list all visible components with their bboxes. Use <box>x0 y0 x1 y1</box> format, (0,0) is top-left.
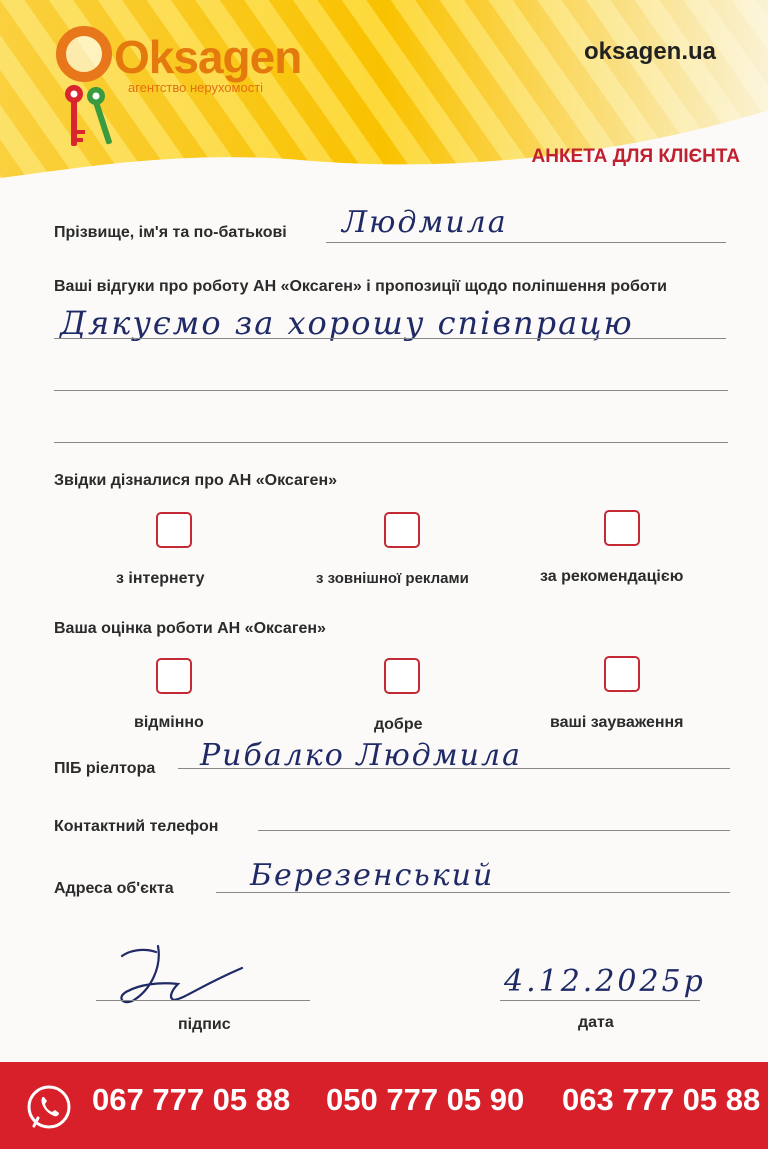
phone-line[interactable] <box>258 830 730 831</box>
handwritten-signature <box>100 938 260 1018</box>
date-line <box>500 1000 700 1001</box>
rating-option-remarks: ваші зауваження <box>550 714 684 731</box>
address-value[interactable]: Березенський <box>250 858 495 893</box>
rating-option-good: добре <box>374 716 423 733</box>
footer-phone-3[interactable]: 063 777 05 88 <box>562 1082 761 1117</box>
source-option-ads: з зовнішної реклами <box>316 570 469 587</box>
realtor-value[interactable]: Рибалко Людмила <box>200 738 522 773</box>
name-line <box>326 242 726 243</box>
source-option-internet: з інтернету <box>116 570 205 587</box>
rating-excellent-checkbox[interactable] <box>156 658 192 694</box>
date-label: дата <box>578 1014 614 1031</box>
footer-phone-1[interactable]: 067 777 05 88 <box>92 1082 291 1117</box>
feedback-line-3 <box>54 442 728 443</box>
source-label: Звідки дізналися про АН «Оксаген» <box>54 472 338 489</box>
footer-phone-2[interactable]: 050 777 05 90 <box>326 1082 525 1117</box>
source-option-recommendation: за рекомендацією <box>540 568 684 585</box>
rating-good-checkbox[interactable] <box>384 658 420 694</box>
feedback-value[interactable]: Дякуємо за хорошу співпрацю <box>60 304 634 342</box>
brand-name: Oksagen <box>114 31 302 83</box>
feedback-line-1 <box>54 338 726 339</box>
signature-label: підпис <box>178 1016 231 1033</box>
address-label: Адреса об'єкта <box>54 880 174 897</box>
form-title: АНКЕТА ДЛЯ КЛІЄНТА <box>531 146 740 167</box>
rating-option-excellent: відмінно <box>134 714 204 731</box>
rating-remarks-checkbox[interactable] <box>604 656 640 692</box>
name-label: Прізвище, ім'я та по-батькові <box>54 224 287 241</box>
feedback-label: Ваші відгуки про роботу АН «Оксаген» і пропозиції щодо поліпшення роботи <box>54 278 667 295</box>
feedback-line-2 <box>54 390 728 391</box>
source-recommendation-checkbox[interactable] <box>604 510 640 546</box>
name-value[interactable]: Людмила <box>342 205 508 240</box>
website-link[interactable]: oksagen.ua <box>583 38 716 65</box>
signature-line[interactable] <box>96 1000 310 1001</box>
brand-tagline: агентство нерухомості <box>128 80 264 95</box>
oksagen-logo <box>40 14 320 154</box>
phone-label: Контактний телефон <box>54 818 219 835</box>
realtor-label: ПІБ ріелтора <box>54 760 156 777</box>
rating-label: Ваша оцінка роботи АН «Оксаген» <box>54 620 326 637</box>
date-value[interactable]: 4.12.2025р <box>504 964 706 999</box>
logo-ring-icon <box>56 26 112 82</box>
source-internet-checkbox[interactable] <box>156 512 192 548</box>
viber-phone-icon <box>24 1082 74 1132</box>
source-ads-checkbox[interactable] <box>384 512 420 548</box>
keys-icon <box>58 80 118 160</box>
